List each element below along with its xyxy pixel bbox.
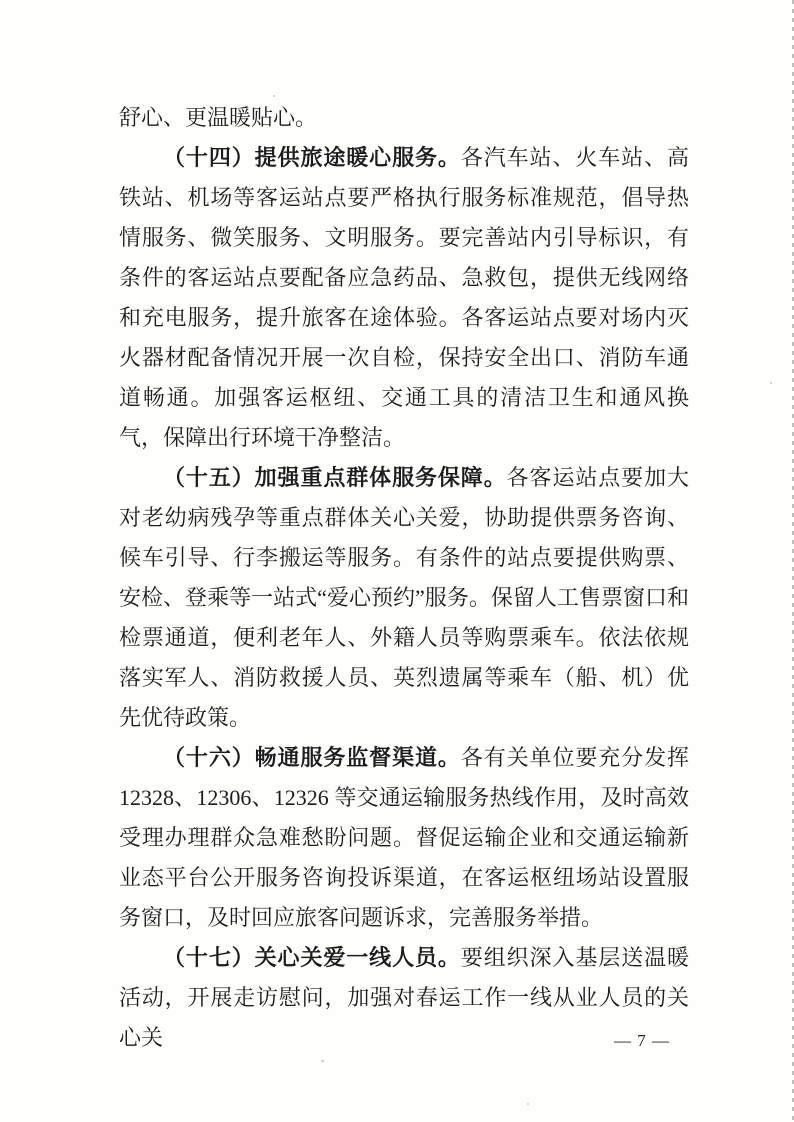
paragraph-17-body: 要组织深入基层送温暖活动，开展走访慰问，加强对春运工作一线从业人员的关心关 [119,945,689,1050]
page-number: — 7 — [614,1031,670,1050]
paragraph-14-heading: （十四）提供旅途暖心服务。 [163,145,461,170]
scan-speck [273,95,275,97]
paragraph-14-body: 各汽车站、火车站、高铁站、机场等客运站点要严格执行服务标准规范，倡导热情服务、微笑服务、文明服务。要完善站内引导标识，有条件的客运站点要配备应急药品、急救包，提供无线网络和充电服务，提升旅客在途体验。各客运站点要对场内灭火器材配备情况开展一次自检，保持安全出口、消防车通道畅通。加强客运枢纽、交通工具的清洁卫生和通风换气，保障出行环境干净整洁。 [119,145,689,450]
paragraph-16 [119,738,689,938]
paragraph-17-heading: （十七）关心关爱一线人员。 [163,945,461,970]
scan-speck [321,1060,324,1062]
paragraph-14 [119,138,689,458]
paragraph-16-heading: （十六）畅通服务监督渠道。 [163,745,461,770]
document-body [119,98,689,1058]
paragraph-15-heading: （十五）加强重点群体服务保障。 [163,465,507,490]
paragraph-17 [119,938,689,1058]
paragraph-15 [119,458,689,738]
paragraph-15-body: 各客运站点要加大对老幼病残孕等重点群体关心关爱，协助提供票务咨询、候车引导、行李搬运等服务。有条件的站点要提供购票、安检、登乘等一站式“爱心预约”服务。保留人工售票窗口和检票通道，便利老年人、外籍人员等购票乘车。依法依规落实军人、消防救援人员、英烈遗属等乘车（船、机）优先优待政策。 [119,465,689,730]
paragraph-continuation: 舒心、更温暖贴心。 [119,105,318,130]
scan-speck [770,382,772,384]
paragraph-16-body: 各有关单位要充分发挥12328、12306、12326 等交通运输服务热线作用，及时高效受理办理群众急难愁盼问题。督促运输企业和交通运输新业态平台公开服务咨询投诉渠道，在客运枢纽场站设置服务窗口，及时回应旅客问题诉求，完善服务举措。 [119,745,689,930]
scan-speck [527,1103,529,1105]
